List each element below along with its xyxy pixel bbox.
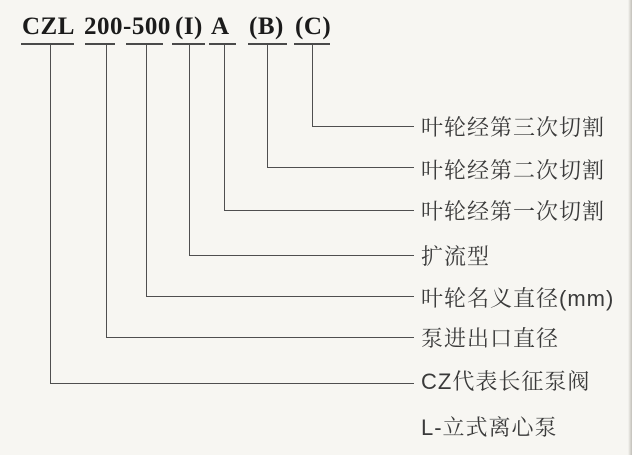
code-part-cut-b: (B) <box>249 13 284 40</box>
code-part-cut-a: A <box>211 13 230 40</box>
meaning-label-cz-brand: CZ代表长征泵阀 <box>421 369 591 394</box>
code-part-series: CZL <box>22 13 75 40</box>
scan-edge-shadow <box>628 0 632 455</box>
meaning-label-third-cut: 叶轮经第三次切割 <box>421 115 606 140</box>
connector-line-czl <box>50 45 414 384</box>
meaning-label-impeller-diameter: 叶轮名义直径(mm) <box>421 286 615 311</box>
code-part-flow-type: (I) <box>175 13 203 40</box>
meaning-label-second-cut: 叶轮经第二次切割 <box>421 158 606 183</box>
meaning-label-flow-type: 扩流型 <box>421 244 491 269</box>
meaning-label-port-diameter: 泵进出口直径 <box>421 326 560 351</box>
meaning-label-first-cut: 叶轮经第一次切割 <box>421 199 606 224</box>
meaning-label-l-vertical: L-立式离心泵 <box>421 415 558 440</box>
code-part-diameters: 200-500 <box>84 13 171 40</box>
code-part-cut-c: (C) <box>295 13 332 40</box>
